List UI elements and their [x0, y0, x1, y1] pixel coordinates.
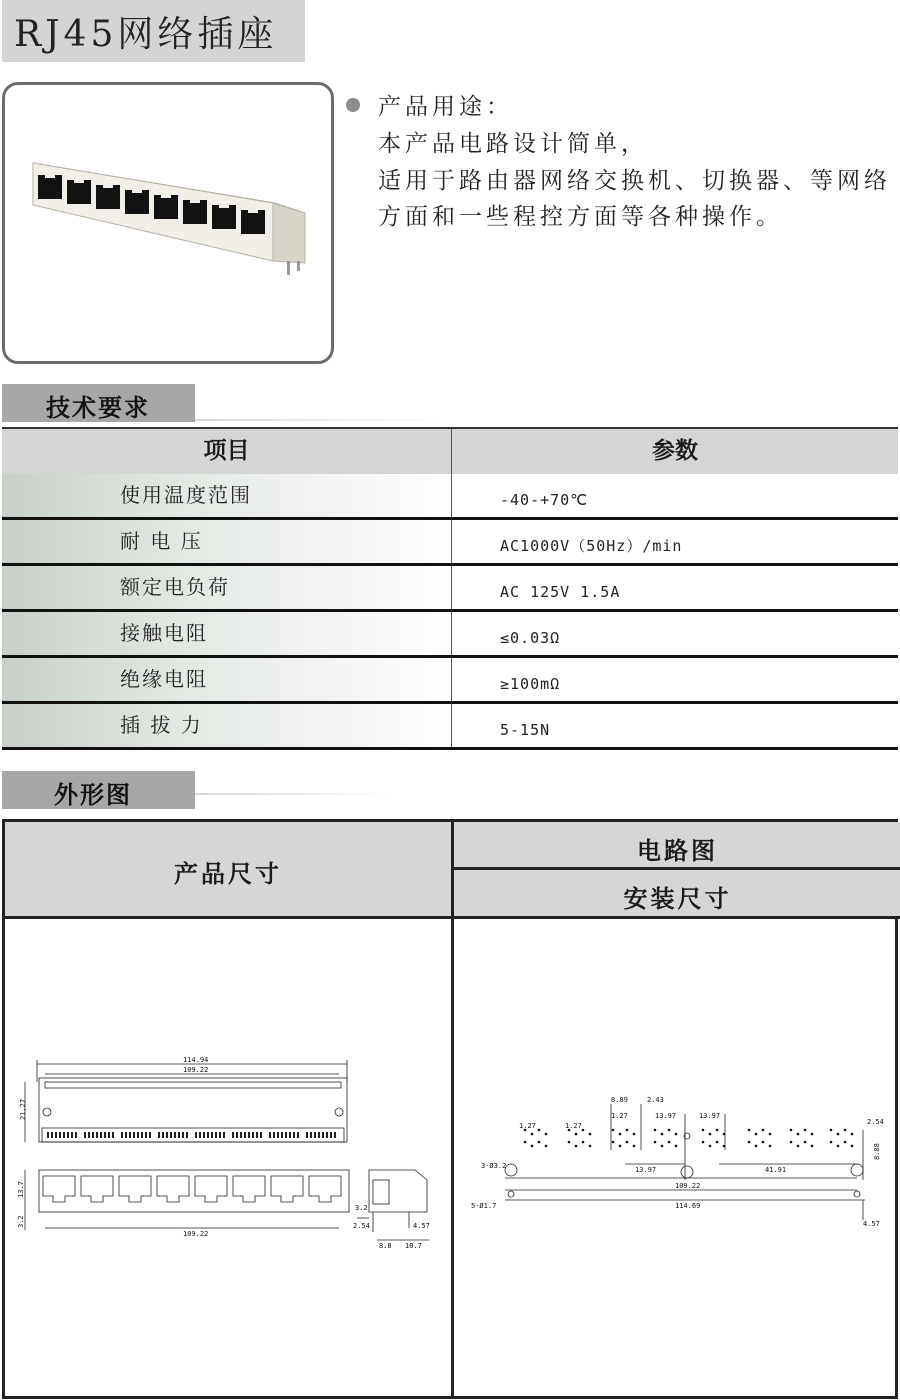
pin-mark [174, 1132, 176, 1138]
pin-mark [297, 1132, 299, 1138]
pin-mark [170, 1132, 172, 1138]
pin-hole [762, 1141, 765, 1144]
pin-hole [575, 1145, 578, 1148]
pin-hole [723, 1133, 726, 1136]
pin-hole [531, 1133, 534, 1136]
pin-hole [790, 1141, 793, 1144]
pin-hole [668, 1141, 671, 1144]
pin-mark [240, 1132, 242, 1138]
table-row [2, 612, 898, 658]
pin-hole [626, 1129, 629, 1132]
dim-d12: 109.22 [675, 1182, 701, 1190]
table-row [2, 566, 898, 612]
title-banner [2, 0, 305, 62]
pin-mark [92, 1132, 94, 1138]
pin-mark [219, 1132, 221, 1138]
pin-mark [277, 1132, 279, 1138]
spec-name: 接触电阻 [2, 612, 451, 655]
dim-side-d: 8.8 [379, 1242, 392, 1250]
dim-d11: 41.91 [765, 1166, 787, 1174]
pin-mark [55, 1132, 57, 1138]
dim-pitch-length-front: 109.22 [183, 1230, 209, 1238]
dim-d6: 13.97 [655, 1112, 677, 1120]
dim-pin-offset: 3.2 [17, 1215, 25, 1228]
pin-hole [538, 1129, 541, 1132]
specs-table-header [2, 427, 898, 474]
pin-mark [273, 1132, 275, 1138]
pin-mark [88, 1132, 90, 1138]
pin-hole [661, 1145, 664, 1148]
pin-hole [619, 1133, 622, 1136]
pin-mark [104, 1132, 106, 1138]
port-outline [271, 1176, 303, 1202]
pin-hole [545, 1133, 548, 1136]
spec-value: ≤0.03Ω [451, 612, 898, 655]
pin-mark [244, 1132, 246, 1138]
outline-table [2, 819, 898, 1399]
circuit-diagram-label: 电路图 [637, 837, 718, 865]
pin-mark [256, 1132, 258, 1138]
pin-hole [589, 1145, 592, 1148]
spec-name: 使用温度范围 [2, 474, 451, 517]
pin-hole [837, 1145, 840, 1148]
spec-value: AC1000V（50Hz）/min [451, 520, 898, 563]
pin-mark [59, 1132, 61, 1138]
pin-mark [162, 1132, 164, 1138]
pin-hole [797, 1133, 800, 1136]
dim-d1: 8.89 [611, 1096, 628, 1104]
port-outline [157, 1176, 189, 1202]
pin-mark [71, 1132, 73, 1138]
spec-name: 耐 电 压 [2, 520, 451, 563]
specs-section-tag [2, 384, 195, 422]
pin-mark [330, 1132, 332, 1138]
pin-hole [661, 1133, 664, 1136]
table-row [2, 658, 898, 704]
pin-hole [716, 1141, 719, 1144]
pin-mark [281, 1132, 283, 1138]
pin-mark [84, 1132, 86, 1138]
product-photo-frame [2, 82, 334, 364]
pin-hole [811, 1133, 814, 1136]
description-line: 适用于路由器网络交换机、切换器、等网络 [378, 168, 891, 194]
dim-d9: 8.88 [873, 1143, 881, 1160]
pin-hole [837, 1133, 840, 1136]
pin-mark [310, 1132, 312, 1138]
table-row [2, 704, 898, 750]
dim-d7: 13.97 [699, 1112, 721, 1120]
pin-mark [293, 1132, 295, 1138]
spec-value: ≥100mΩ [451, 658, 898, 701]
pin-mark [129, 1132, 131, 1138]
pin-hole [524, 1141, 527, 1144]
pin-mark [121, 1132, 123, 1138]
pin-hole [748, 1141, 751, 1144]
pin-hole [755, 1133, 758, 1136]
pin-hole [589, 1133, 592, 1136]
spec-name: 绝缘电阻 [2, 658, 451, 701]
pin-mark [269, 1132, 271, 1138]
pin-hole [769, 1145, 772, 1148]
dim-pitch-length: 109.22 [183, 1066, 209, 1074]
pin-hole [582, 1129, 585, 1132]
dim-overall-length: 114.94 [183, 1056, 209, 1064]
pin-hole [675, 1133, 678, 1136]
pin-hole [748, 1129, 751, 1132]
pin-hole [545, 1145, 548, 1148]
description-line: 本产品电路设计简单， [378, 131, 648, 157]
pin-hole [769, 1133, 772, 1136]
pin-mark [166, 1132, 168, 1138]
pin-mark [199, 1132, 201, 1138]
pin-hole [582, 1141, 585, 1144]
product-size-header [5, 822, 451, 919]
pin-mark [51, 1132, 53, 1138]
pin-mark [112, 1132, 114, 1138]
pin-mark [334, 1132, 336, 1138]
pin-hole [575, 1133, 578, 1136]
pin-hole [619, 1145, 622, 1148]
outline-section-tag [2, 771, 195, 809]
pin-hole [675, 1145, 678, 1148]
pin-hole [844, 1129, 847, 1132]
pin-mark [47, 1132, 49, 1138]
pin-mark [141, 1132, 143, 1138]
pin-mark [158, 1132, 160, 1138]
pin-mark [75, 1132, 77, 1138]
header-item: 项目 [203, 438, 250, 464]
pin-mark [100, 1132, 102, 1138]
pin-hole [844, 1141, 847, 1144]
dim-d3: 1.27 [519, 1122, 536, 1130]
description-line: 方面和一些程控方面等各种操作。 [378, 204, 783, 230]
divider [195, 419, 445, 421]
pin-mark [145, 1132, 147, 1138]
pin-mark [326, 1132, 328, 1138]
pin-hole [531, 1145, 534, 1148]
spec-value: AC 125V 1.5A [451, 566, 898, 609]
dim-side-c: 4.57 [413, 1222, 430, 1230]
pin-mark [203, 1132, 205, 1138]
pin-hole [626, 1141, 629, 1144]
pin-hole [830, 1129, 833, 1132]
pin-hole [851, 1145, 854, 1148]
pin-mark [318, 1132, 320, 1138]
hole-a: 3-Ø3.2 [481, 1162, 507, 1170]
dim-height: 21.27 [19, 1098, 27, 1120]
dim-d14: 4.57 [863, 1220, 880, 1228]
pin-hole [804, 1141, 807, 1144]
pin-mark [306, 1132, 308, 1138]
pin-mark [223, 1132, 225, 1138]
pin-mark [178, 1132, 180, 1138]
pin-mark [232, 1132, 234, 1138]
bullet-icon [346, 98, 360, 112]
spec-name: 插 拔 力 [2, 704, 451, 747]
port-outline [309, 1176, 341, 1202]
install-dimension-drawing [465, 1090, 895, 1240]
pin-hole [762, 1129, 765, 1132]
dim-d13: 114.69 [675, 1202, 701, 1210]
port-outline [81, 1176, 113, 1202]
pin-hole [538, 1141, 541, 1144]
pin-mark [260, 1132, 262, 1138]
hole-b: 5-Ø1.7 [471, 1202, 497, 1210]
dim-d10: 13.97 [635, 1166, 657, 1174]
column-divider [451, 822, 454, 1399]
page-title: RJ45网络插座 [14, 14, 278, 55]
pin-hole [633, 1145, 636, 1148]
pin-hole [702, 1129, 705, 1132]
description-line: 产品用途： [378, 94, 513, 120]
specs-section-label: 技术要求 [46, 394, 150, 422]
pin-mark [211, 1132, 213, 1138]
pin-mark [137, 1132, 139, 1138]
pin-mark [322, 1132, 324, 1138]
pin-mark [252, 1132, 254, 1138]
pin-hole [702, 1141, 705, 1144]
pin-hole [568, 1141, 571, 1144]
pin-mark [207, 1132, 209, 1138]
pin-hole [716, 1129, 719, 1132]
spec-value: 5-15N [451, 704, 898, 747]
rj45-product-image [5, 85, 331, 361]
pin-mark [195, 1132, 197, 1138]
pin-hole [811, 1145, 814, 1148]
spec-name: 额定电负荷 [2, 566, 451, 609]
table-row [2, 520, 898, 566]
dim-d2: 2.43 [647, 1096, 664, 1104]
pin-mark [125, 1132, 127, 1138]
pin-mark [236, 1132, 238, 1138]
port-outline [233, 1176, 265, 1202]
dim-d4: 1.27 [565, 1122, 582, 1130]
header-param: 参数 [451, 429, 898, 474]
dim-side-a: 3.2 [355, 1204, 368, 1212]
product-dimension-drawing [17, 1052, 437, 1252]
pin-mark [186, 1132, 188, 1138]
spec-value: -40-+70℃ [451, 474, 898, 517]
circuit-diagram-header [454, 822, 900, 870]
pin-mark [96, 1132, 98, 1138]
pin-hole [830, 1141, 833, 1144]
pin-mark [67, 1132, 69, 1138]
pin-mark [149, 1132, 151, 1138]
dim-port-height: 13.7 [17, 1181, 25, 1198]
pin-mark [108, 1132, 110, 1138]
pin-hole [709, 1145, 712, 1148]
pin-mark [248, 1132, 250, 1138]
pin-hole [654, 1129, 657, 1132]
pin-hole [804, 1129, 807, 1132]
pin-hole [709, 1133, 712, 1136]
pin-mark [285, 1132, 287, 1138]
pin-mark [314, 1132, 316, 1138]
pin-mark [289, 1132, 291, 1138]
outline-section-label: 外形图 [54, 781, 132, 809]
install-size-header [454, 870, 900, 919]
dim-side-b: 2.54 [353, 1222, 370, 1230]
table-row [2, 474, 898, 520]
dim-d5: 1.27 [611, 1112, 628, 1120]
pin-mark [63, 1132, 65, 1138]
pin-hole [612, 1129, 615, 1132]
install-size-label: 安装尺寸 [623, 885, 732, 913]
product-size-label: 产品尺寸 [174, 860, 282, 888]
pin-hole [612, 1141, 615, 1144]
pin-hole [668, 1129, 671, 1132]
dim-d8: 2.54 [867, 1118, 884, 1126]
port-outline [119, 1176, 151, 1202]
pin-hole [633, 1133, 636, 1136]
port-outline [43, 1176, 75, 1202]
port-outline [195, 1176, 227, 1202]
pin-hole [797, 1145, 800, 1148]
dim-side-e: 10.7 [405, 1242, 422, 1250]
pin-mark [215, 1132, 217, 1138]
pin-hole [654, 1141, 657, 1144]
pin-mark [133, 1132, 135, 1138]
pin-hole [755, 1145, 758, 1148]
pin-hole [851, 1133, 854, 1136]
pin-mark [182, 1132, 184, 1138]
pin-hole [790, 1129, 793, 1132]
pin-hole [723, 1145, 726, 1148]
divider [195, 793, 395, 795]
